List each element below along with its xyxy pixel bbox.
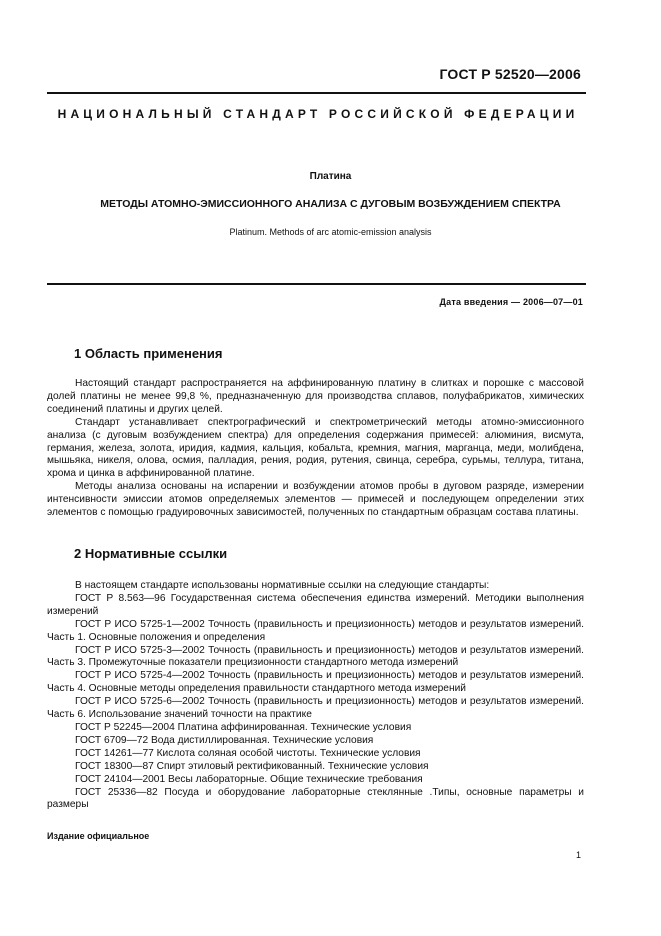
national-standard-title: НАЦИОНАЛЬНЫЙ СТАНДАРТ РОССИЙСКОЙ ФЕДЕРАЦИИ [57, 107, 579, 121]
reference-item: ГОСТ 14261—77 Кислота соляная особой чистоты. Технические условия [75, 747, 421, 759]
document-title: МЕТОДЫ АТОМНО-ЭМИССИОННОГО АНАЛИЗА С ДУГОВЫМ ВОЗБУЖДЕНИЕМ СПЕКТРА [100, 198, 561, 210]
references-intro: В настоящем стандарте использованы нормативные ссылки на следующие стандарты: [75, 580, 490, 591]
section-1-paragraph: Настоящий стандарт распространяется на аффинированную платину в слитках и порошке с массовой долей платины не менее 99,8 %, предназначенную для производства сплавов, полуфабрикатов, химических соединений платины и других целей. [47, 378, 584, 415]
reference-item: ГОСТ 18300—87 Спирт этиловый ректификованный. Технические условия [75, 760, 429, 772]
section-1-paragraph: Стандарт устанавливает спектрографический и спектрометрический методы атомно-эмиссионного анализа (с дуговым возбуждением спектра) для определения содержания примесей: алюминия, висмута, германия, железа, золота, иридия, кадмия, кальция, кобальта, кремния, магния, марганца, меди, молибдена, мышьяка, никеля, олова, осмия, палладия, рения, родия, рутения, свинца, серебра, сурьмы, теллура, титана, хрома и цинка в аффинированной платине. [47, 416, 584, 480]
effective-date: Дата введения — 2006—07—01 [439, 297, 583, 307]
section-1-heading: 1 Область применения [74, 346, 223, 361]
reference-item: ГОСТ Р 52245—2004 Платина аффинированная. Технические условия [75, 721, 412, 733]
header-rule [47, 92, 586, 94]
reference-item: ГОСТ 6709—72 Вода дистиллированная. Технические условия [75, 734, 374, 746]
reference-item: ГОСТ Р ИСО 5725-1—2002 Точность (правильность и прецизионность) методов и результатов измерений. Часть 1. Основные положения и определения [47, 618, 584, 643]
title-rule [47, 283, 586, 285]
section-1-paragraph: Методы анализа основаны на испарении и возбуждении атомов пробы в дуговом разряде, измерении интенсивности эмиссии атомов определяемых элементов — примесей и последующем определении этих элементов с помощью градуировочных зависимостей, полученных по стандартным образцам состава платины. [47, 481, 584, 519]
product-name: Платина [309, 171, 352, 182]
reference-item: ГОСТ 24104—2001 Весы лабораторные. Общие технические требования [75, 773, 423, 785]
references-list [47, 580, 584, 812]
section-1-body [47, 378, 584, 520]
reference-item: ГОСТ Р ИСО 5725-6—2002 Точность (правильность и прецизионность) методов и результатов измерений. Часть 6. Использование значений точности на практике [47, 696, 584, 721]
reference-item: ГОСТ 25336—82 Посуда и оборудование лабораторные стеклянные .Типы, основные параметры и размеры [47, 786, 584, 811]
official-edition-note: Издание официальное [47, 831, 150, 841]
reference-item: ГОСТ Р 8.563—96 Государственная система обеспечения единства измерений. Методики выполнения измерений [47, 592, 584, 617]
document-number: ГОСТ Р 52520—2006 [439, 66, 581, 82]
english-title: Platinum. Methods of arc atomic-emission analysis [229, 227, 432, 237]
section-2-heading: 2 Нормативные ссылки [74, 546, 228, 561]
page-number: 1 [575, 850, 581, 860]
reference-item: ГОСТ Р ИСО 5725-4—2002 Точность (правильность и прецизионность) методов и результатов измерений. Часть 4. Основные методы определения правильности стандартного метода измерений [47, 670, 584, 695]
reference-item: ГОСТ Р ИСО 5725-3—2002 Точность (правильность и прецизионность) методов и результатов измерений. Часть 3. Промежуточные показатели прецизионности стандартного метода измерений [47, 644, 584, 669]
